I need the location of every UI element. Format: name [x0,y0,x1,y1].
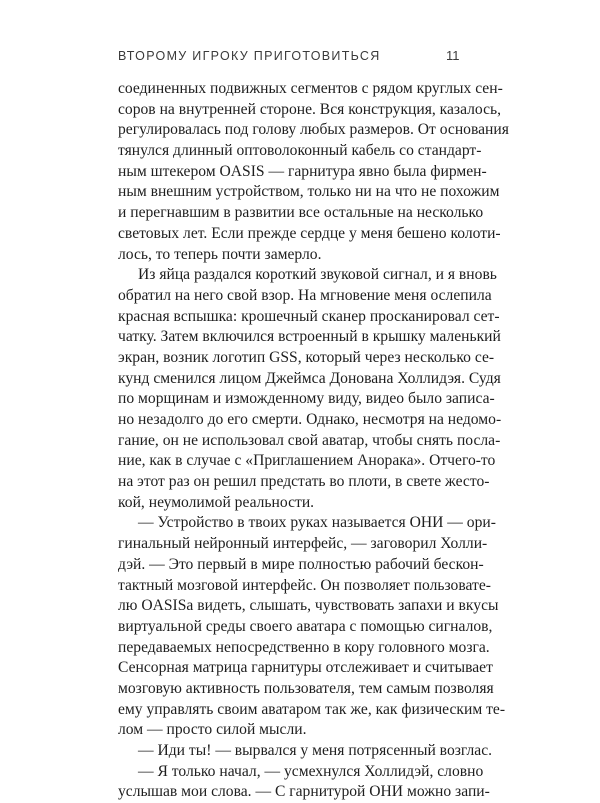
text-line: дэй. — Это первый в мире полностью рабочий бескон- [118,555,484,573]
text-line: ние, как в случае с «Приглашением Анорака». Отчего-то [118,452,496,470]
text-line: и перегнавшим в развитии все остальные на несколько [118,204,484,222]
text-line: лю OASISа видеть, слышать, чувствовать запахи и вкусы [118,597,499,615]
text-line: — Иди ты! — вырвался у меня потрясенный возглас. [138,742,493,759]
text-line: экран, возник логотип GSS, который через несколько се- [118,348,495,366]
text-line: по морщинам и изможденному виду, видео было записа- [118,390,495,408]
text-line: Сенсорная матрица гарнитуры отслеживает и считывает [118,659,493,677]
text-line: ным внешним устройством, только ни на что не похожим [118,183,500,201]
text-line: соров на внутренней стороне. Вся конструкция, казалось, [118,100,502,118]
text-line: соединенных подвижных сегментов с рядом круглых сен- [118,80,503,97]
text-line: передаваемых непосредственно в кору головного мозга. [118,638,490,656]
text-line: виртуальной среды своего аватара с помощью сигналов, [118,617,493,635]
text-line: чатку. Затем включился встроенный в крышку маленький [118,328,501,346]
text-line: гинальный нейронный интерфейс, — заговорил Холли- [118,535,488,553]
text-line: лом — просто силой мысли. [118,721,307,739]
text-line: красная вспышка: крошечный сканер просканировал сет- [118,307,500,325]
text-line: кунд сменился лицом Джеймса Донована Холлидэя. Судя [118,369,501,387]
text-line: — Устройство в твоих руках называется ОНИ — ори- [138,514,496,532]
text-line: тактный мозговой интерфейс. Он позволяет пользовате- [118,576,491,594]
text-line: но незадолго до его смерти. Однако, несмотря на недомо- [118,411,502,428]
text-line: лось, то теперь почти замерло. [118,245,322,263]
text-line: регулировалась под голову любых размеров. От основания [118,121,509,139]
text-line: мозговую активность пользователя, тем самым позволяя [118,679,494,697]
text-line: гание, он не использовал свой аватар, чтобы снять посла- [118,431,501,449]
text-line: услышав мои слова. — С гарнитурой ОНИ можно запи- [118,783,490,801]
text-line: тянулся длинный оптоволоконный кабель со стандарт- [118,142,482,160]
running-title: ВТОРОМУ ИГРОКУ ПРИГОТОВИТЬСЯ [118,49,381,63]
text-line: на этот раз он решил предстать во плоти, в свете жесто- [118,473,490,491]
text-line: ему управлять своим аватаром так же, как физическим те- [118,700,506,718]
body-text [118,79,509,803]
text-line: световых лет. Если прежде сердце у меня бешено колоти- [118,224,501,242]
text-line: ным штекером OASIS — гарнитура явно была фирмен- [118,162,487,180]
text-line: — Я только начал, — усмехнулся Холлидэй, словно [138,762,484,780]
text-line: Из яйца раздался короткий звуковой сигнал, и я вновь [138,266,497,284]
page-number: 11 [446,48,460,63]
text-line: обратил на него свой взор. На мгновение меня ослепила [118,286,492,304]
text-line: кой, неумолимой реальности. [118,493,315,511]
